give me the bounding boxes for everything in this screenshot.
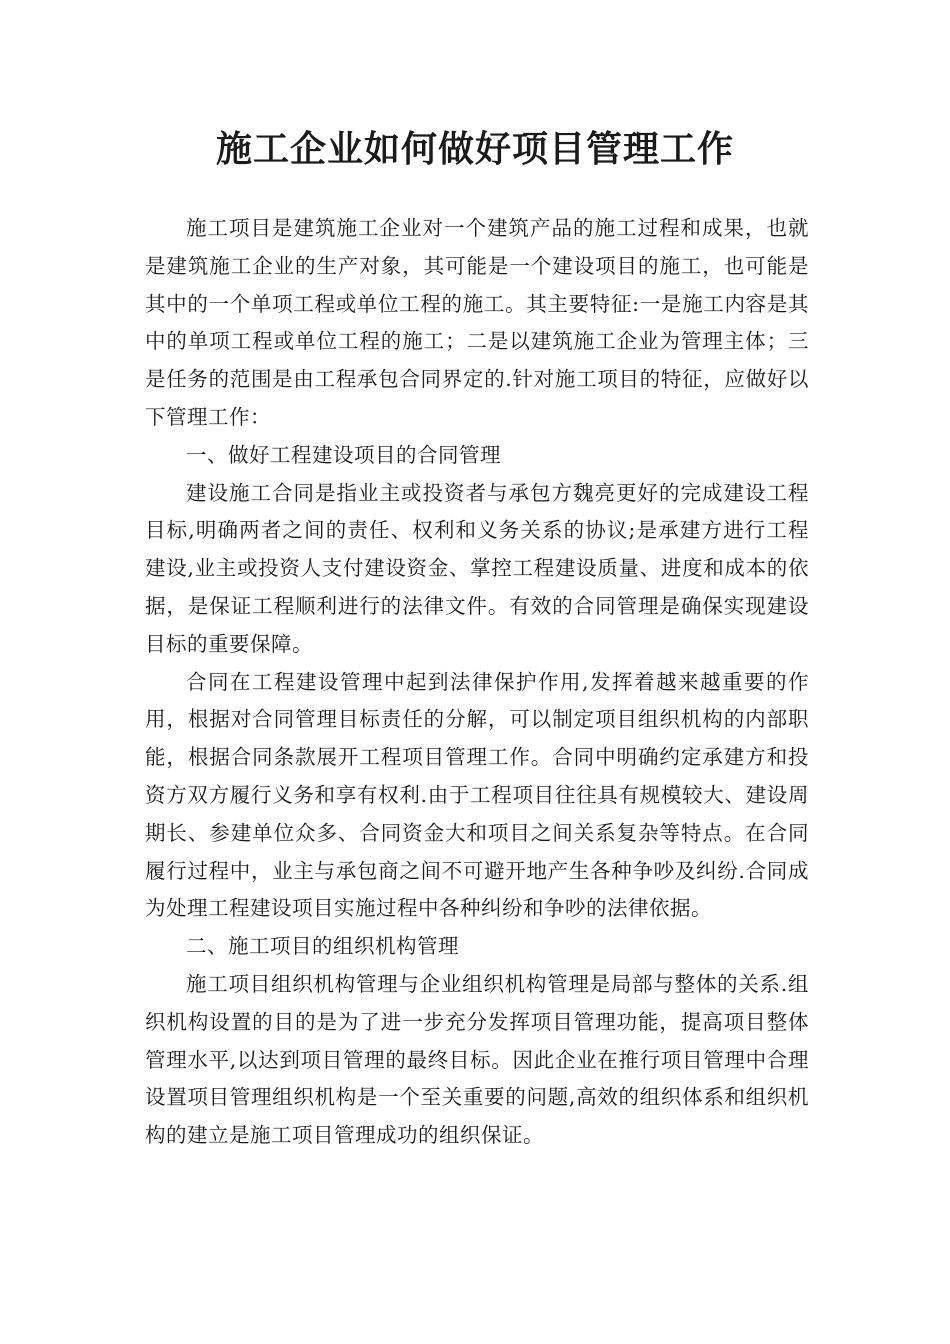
- paragraph-contract-role: 合同在工程建设管理中起到法律保护作用,发挥着越来越重要的作用，根据对合同管理目标责任的分解，可以制定项目组织机构的内部职能，根据合同条款展开工程项目管理工作。合同中明确约定承建方和投资方双方履行义务和享有权利.由于工程项目往往具有规模较大、建设周期长、参建单位众多、合同资金大和项目之间关系复杂等特点。在合同履行过程中，业主与承包商之间不可避开地产生各种争吵及纠纷.合同成为处理工程建设项目实施过程中各种纠纷和争吵的法律依据。: [145, 669, 809, 921]
- paragraph-contract-definition: 建设施工合同是指业主或投资者与承包方魏亮更好的完成建设工程目标,明确两者之间的责任、权利和义务关系的协议;是承建方进行工程建设,业主或投资人支付建设资金、掌控工程建设质量、进度和成本的依据，是保证工程顺利进行的法律文件。有效的合同管理是确保实现建设目标的重要保障。: [145, 480, 809, 656]
- paragraph-organization: 施工项目组织机构管理与企业组织机构管理是局部与整体的关系.组织机构设置的目的是为了进一步充分发挥项目管理功能，提高项目整体管理水平,以达到项目管理的最终目标。因此企业在推行项目管理中合理设置项目管理组织机构是一个至关重要的问题,高效的组织体系和组织机构的建立是施工项目管理成功的组织保证。: [145, 971, 809, 1148]
- section-heading-1: 一、做好工程建设项目的合同管理: [186, 442, 501, 467]
- section-heading-2: 二、施工项目的组织机构管理: [186, 934, 459, 959]
- paragraph-intro: 施工项目是建筑施工企业对一个建筑产品的施工过程和成果，也就是建筑施工企业的生产对象，其可能是一个建设项目的施工，也可能是其中的一个单项工程或单位工程的施工。其主要特征:一是施工内容是其中的单项工程或单位工程的施工；二是以建筑施工企业为管理主体；三是任务的范围是由工程承包合同界定的.针对施工项目的特征，应做好以下管理工作：: [145, 216, 809, 429]
- document-title: 施工企业如何做好项目管理工作: [215, 129, 734, 170]
- document-body: [145, 210, 809, 1155]
